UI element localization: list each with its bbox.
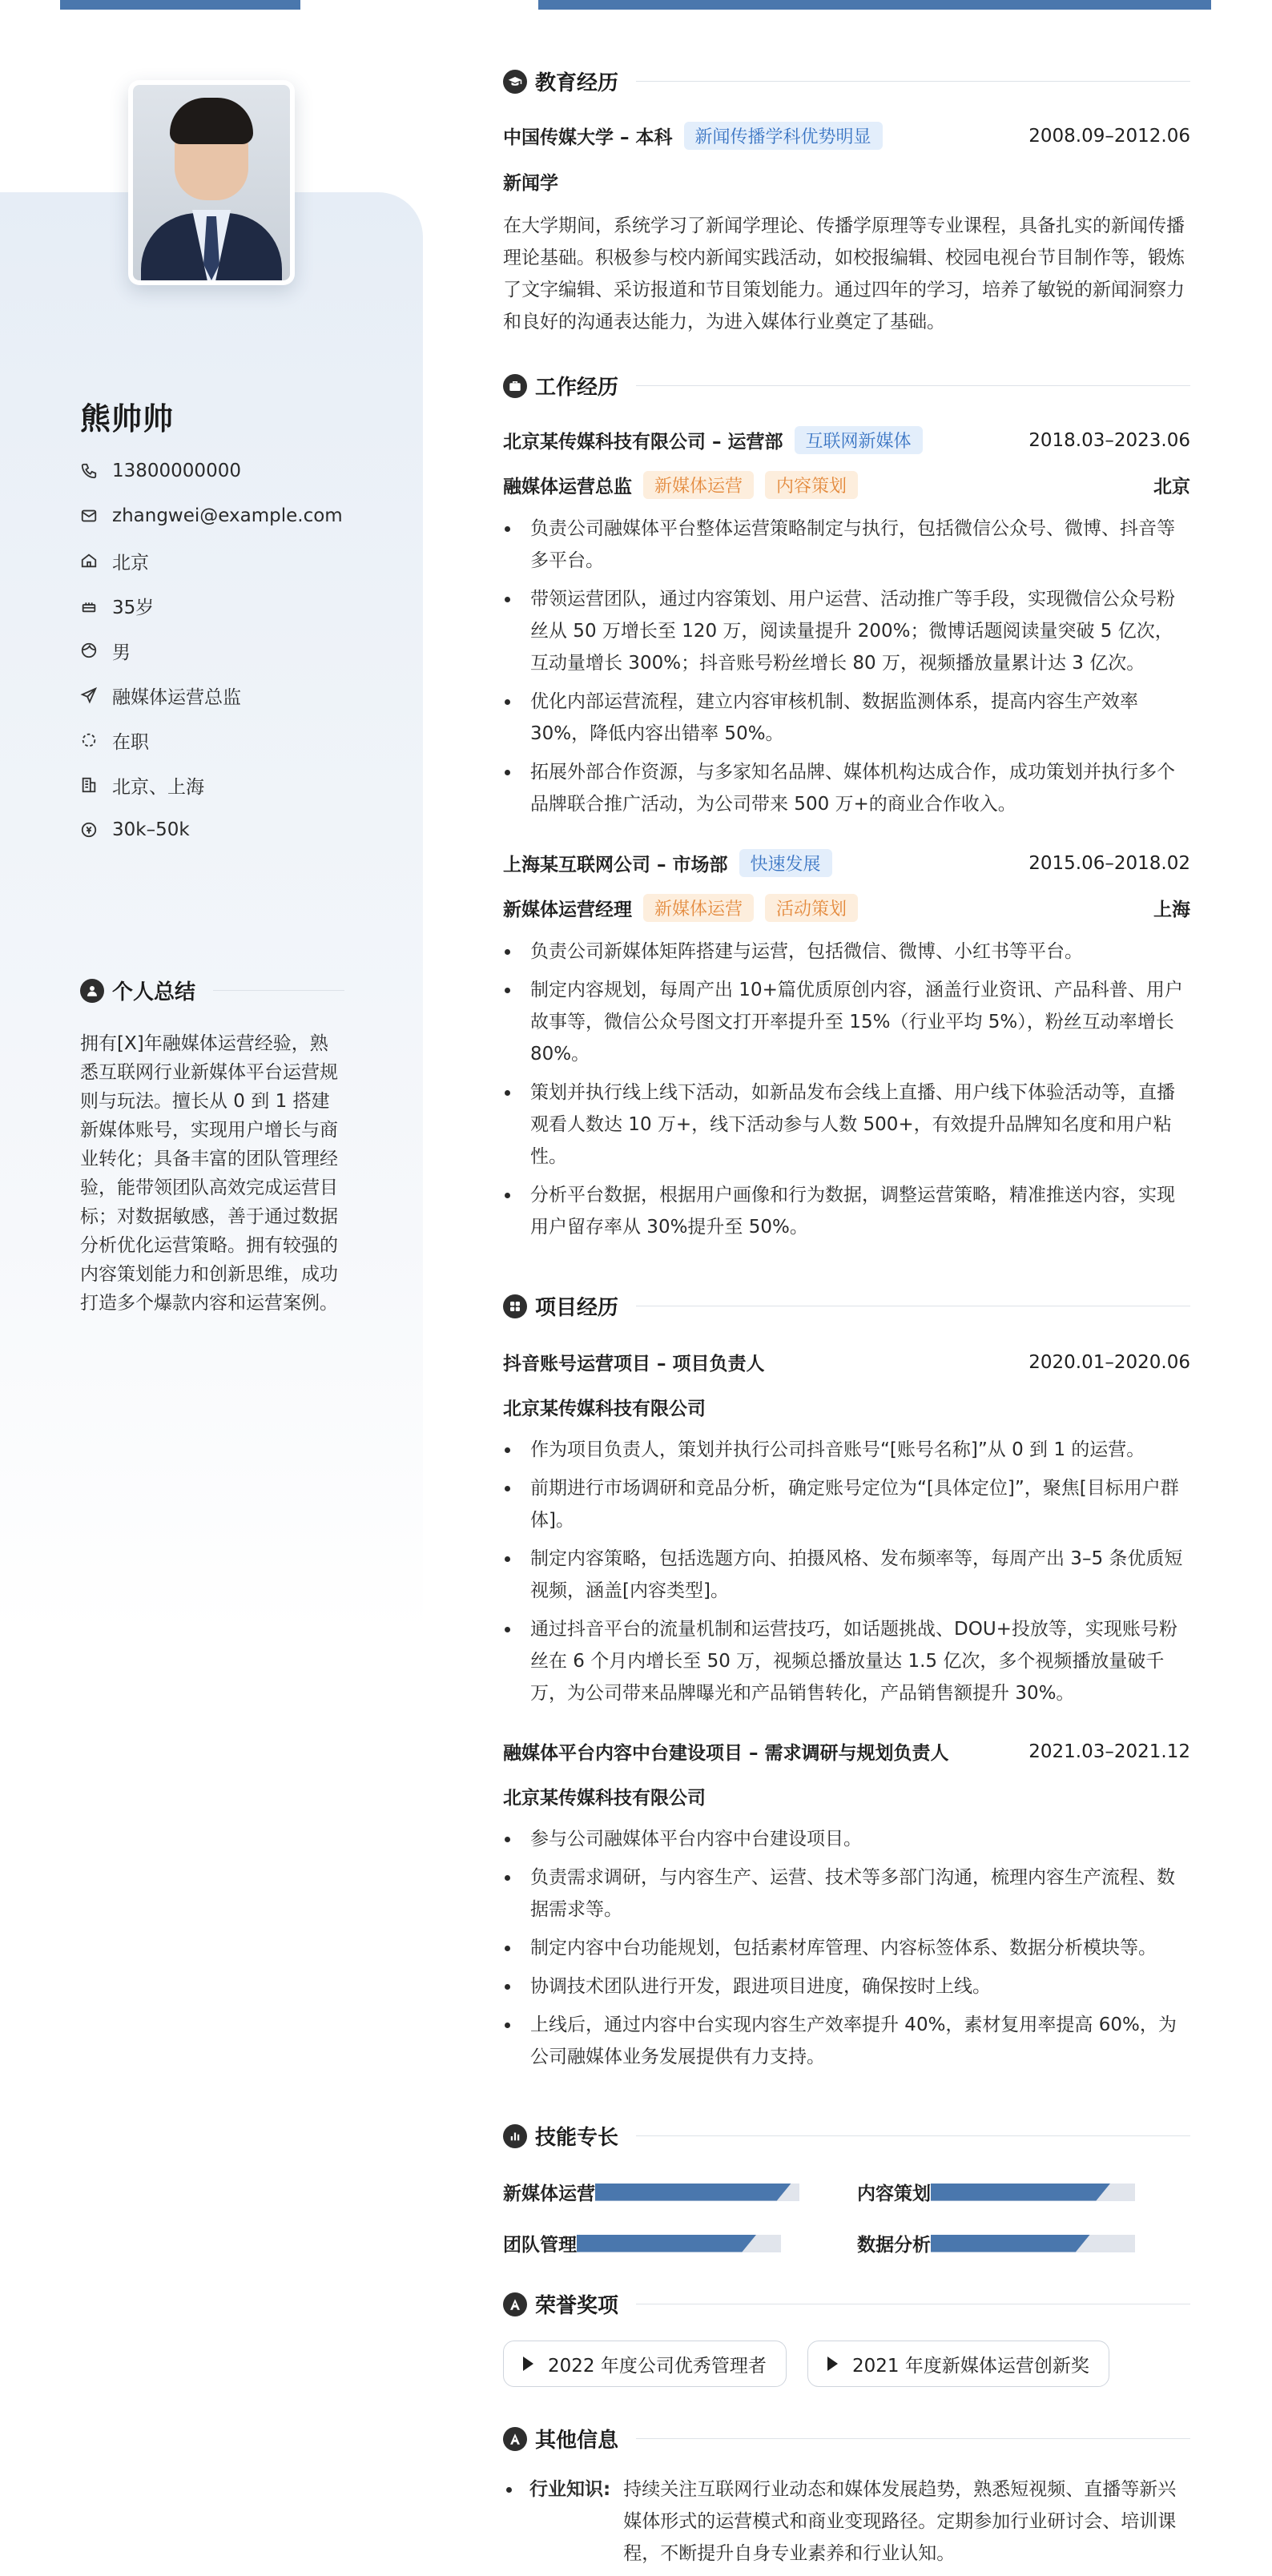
info-city-text: 北京 [112, 552, 149, 574]
job-1-period: 2018.03–2023.06 [1028, 429, 1190, 451]
job-2-skill-2: 活动策划 [765, 894, 858, 922]
info-age [80, 583, 384, 628]
education-desc: 在大学期间，系统学习了新闻学理论、传播学原理等专业课程，具备扎实的新闻传播理论基础。积极参与校内新闻实践活动，如校报编辑、校园电视台节目制作等，锻炼了文字编辑、采访报道和节目策划能力。通过四年的学习，培养了敏锐的新闻洞察力和良好的沟通表达能力，为进入媒体行业奠定了基础。 [503, 215, 1185, 332]
award-1-text: 2022 年度公司优秀管理者 [548, 2355, 767, 2377]
awards-section-header [503, 2289, 1190, 2319]
top-accent-bar-right [538, 0, 1211, 10]
loading-icon [80, 731, 98, 749]
list-item: 协调技术团队进行开发，跟进项目进度，确保按时上线。 [503, 1970, 1190, 2002]
list-item: 带领运营团队，通过内容策划、用户运营、活动推广等手段，实现微信公众号粉丝从 50 万增长至 120 万，阅读量提升 200%；微博话题阅读量突破 5 亿次，互动量增长 300%；抖音账号粉丝增长 80 万，视频播放量累计达 3 亿次。 [503, 583, 1190, 679]
grid-icon [503, 1294, 527, 1318]
projects-section-header [503, 1291, 1190, 1321]
project-2-period: 2021.03–2021.12 [1028, 1741, 1190, 1762]
skills-section-header [503, 2121, 1190, 2151]
skill-4-fill [931, 2235, 1090, 2252]
user-icon [80, 979, 104, 1003]
list-item: 负责需求调研，与内容生产、运营、技术等多部门沟通，梳理内容生产流程、数据需求等。 [503, 1862, 1190, 1926]
skill-1-name: 新媒体运营 [503, 2184, 595, 2204]
skill-2-bar [931, 2184, 1135, 2201]
project-2-bullets [503, 1823, 1190, 2079]
project-1-name: 抖音账号运营项目 – 项目负责人 [503, 1354, 765, 1375]
list-item: 制定内容策略，包括选题方向、拍摄风格、发布频率等，每周产出 3–5 条优质短视频，涵盖[内容类型]。 [503, 1543, 1190, 1607]
info-age-text: 35岁 [112, 597, 155, 618]
list-item: 制定内容中台功能规划，包括素材库管理、内容标签体系、数据分析模块等。 [503, 1932, 1190, 1964]
info-email [80, 493, 384, 538]
list-item: 策划并执行线上线下活动，如新品发布会线上直播、用户线下体验活动等，直播观看人数达 10 万+，线下活动参与人数 500+，有效提升品牌知名度和用户粘性。 [503, 1077, 1190, 1173]
list-item: 优化内部运营流程，建立内容审核机制、数据监测体系，提高内容生产效率 30%，降低内容出错率 50%。 [503, 686, 1190, 750]
job-1-tag: 互联网新媒体 [795, 426, 923, 454]
job-1-role: 融媒体运营总监 [503, 477, 632, 497]
skill-2-fill [931, 2184, 1110, 2201]
list-item: 分析平台数据，根据用户画像和行为数据，调整运营策略，精准推送内容，实现用户留存率从 30%提升至 50%。 [503, 1179, 1190, 1243]
home-icon [80, 552, 98, 570]
candidate-name: 熊帅帅 [80, 401, 175, 437]
skill-4-name: 数据分析 [857, 2235, 931, 2256]
project-1-header [503, 1349, 1190, 1375]
other-section-header [503, 2424, 1190, 2453]
info-badge-icon [503, 2427, 527, 2451]
job-1-header [503, 426, 1190, 454]
person-face-icon [80, 642, 98, 659]
skill-item-2 [857, 2179, 1135, 2205]
list-item: 负责公司融媒体平台整体运营策略制定与执行，包括微信公众号、微博、抖音等多平台。 [503, 513, 1190, 577]
project-2-name: 融媒体平台内容中台建设项目 – 需求调研与规划负责人 [503, 1743, 949, 1764]
other-title: 其他信息 [535, 2429, 619, 2453]
list-item: 制定内容规划，每周产出 10+篇优质原创内容，涵盖行业资讯、产品科普、用户故事等，微信公众号图文打开率提升至 15%（行业平均 5%），粉丝互动率增长 80%。 [503, 974, 1190, 1070]
job-1-skill-1: 新媒体运营 [643, 471, 754, 499]
job-2-bullets [503, 936, 1190, 1250]
work-section-header [503, 371, 1190, 400]
coin-icon [80, 821, 98, 839]
info-phone-text: 13800000000 [112, 461, 241, 481]
award-icon [503, 2292, 527, 2316]
info-position [80, 673, 384, 718]
awards-title: 荣誉奖项 [535, 2294, 619, 2318]
skill-3-fill [577, 2235, 756, 2252]
phone-icon [80, 462, 98, 480]
info-gender-text: 男 [112, 642, 131, 663]
project-1-company: 北京某传媒科技有限公司 [503, 1399, 706, 1419]
play-icon [827, 2357, 838, 2371]
summary-text: 拥有[X]年融媒体运营经验，熟悉互联网行业新媒体平台运营规则与玩法。擅长从 0 到 1 搭建新媒体账号，实现用户增长与商业转化；具备丰富的团队管理经验，能带领团队高效完成运营目标；对数据敏感，善于通过数据分析优化运营策略。拥有较强的内容策划能力和创新思维，成功打造多个爆款内容和运营案例。 [80, 1033, 338, 1314]
list-item: 前期进行市场调研和竞品分析，确定账号定位为“[具体定位]”，聚焦[目标用户群体]。 [503, 1472, 1190, 1536]
info-phone [80, 449, 384, 493]
info-city [80, 538, 384, 583]
job-2-period: 2015.06–2018.02 [1028, 852, 1190, 874]
info-salary-text: 30k–50k [112, 819, 190, 840]
list-item: 参与公司融媒体平台内容中台建设项目。 [503, 1823, 1190, 1855]
skill-3-name: 团队管理 [503, 2235, 577, 2256]
briefcase-icon [503, 374, 527, 398]
education-major: 新闻学 [503, 173, 558, 194]
building-icon [80, 776, 98, 794]
job-2-city: 上海 [1153, 900, 1190, 920]
education-period: 2008.09–2012.06 [1028, 125, 1190, 147]
job-2-company: 上海某互联网公司 – 市场部 [503, 855, 728, 875]
list-item: 负责公司新媒体矩阵搭建与运营，包括微信、微博、小红书等平台。 [503, 936, 1190, 968]
info-target-city [80, 763, 384, 807]
job-2-skill-1: 新媒体运营 [643, 894, 754, 922]
job-2-role-row [503, 894, 1190, 922]
other-item [503, 2473, 1190, 2570]
job-1-company: 北京某传媒科技有限公司 – 运营部 [503, 432, 783, 453]
job-2-role: 新媒体运营经理 [503, 900, 632, 920]
send-icon [80, 686, 98, 704]
list-item: 上线后，通过内容中台实现内容生产效率提升 40%，素材复用率提高 60%，为公司融媒体业务发展提供有力支持。 [503, 2009, 1190, 2073]
skill-item-1 [503, 2179, 799, 2205]
other-label: 行业知识: [529, 2479, 611, 2500]
summary-section-header [80, 976, 344, 1005]
summary-title: 个人总结 [112, 980, 196, 1004]
info-position-text: 融媒体运营总监 [112, 686, 241, 708]
other-text: 持续关注互联网行业动态和媒体发展趋势，熟悉短视频、直播等新兴媒体形式的运营模式和商业变现路径。定期参加行业研讨会、培训课程，不断提升自身专业素养和行业认知。 [623, 2479, 1177, 2564]
info-email-text: zhangwei@example.com [112, 505, 343, 526]
avatar [128, 80, 295, 285]
award-2-text: 2021 年度新媒体运营创新奖 [852, 2355, 1089, 2377]
education-section-header [503, 66, 1190, 96]
skill-item-4 [857, 2230, 1135, 2256]
bar-chart-icon [503, 2124, 527, 2148]
skill-3-bar [577, 2235, 781, 2252]
info-status-text: 在职 [112, 731, 149, 753]
contact-info [80, 449, 384, 852]
info-salary [80, 807, 384, 852]
projects-title: 项目经历 [535, 1296, 619, 1320]
info-target-city-text: 北京、上海 [112, 776, 204, 798]
skill-1-bar [595, 2184, 799, 2201]
list-item: 通过抖音平台的流量机制和运营技巧，如话题挑战、DOU+投放等，实现账号粉丝在 6 个月内增长至 50 万，视频总播放量达 1.5 亿次，多个视频播放量破千万，为公司带来品牌曝光和产品销售转化，产品销售额提升 30%。 [503, 1613, 1190, 1709]
job-1-role-row [503, 471, 1190, 499]
skill-2-name: 内容策划 [857, 2184, 931, 2204]
education-tag: 新闻传播学科优势明显 [684, 122, 883, 150]
play-icon [523, 2357, 533, 2371]
avatar-photo [133, 85, 290, 280]
work-title: 工作经历 [535, 376, 619, 400]
mail-icon [80, 507, 98, 525]
education-school: 中国传媒大学 – 本科 [503, 127, 673, 148]
skill-4-bar [931, 2235, 1135, 2252]
skill-item-3 [503, 2230, 781, 2256]
job-1-city: 北京 [1153, 477, 1190, 497]
project-2-company: 北京某传媒科技有限公司 [503, 1788, 706, 1809]
project-2-header [503, 1738, 1190, 1765]
list-item: 作为项目负责人，策划并执行公司抖音账号“[账号名称]”从 0 到 1 的运营。 [503, 1434, 1190, 1466]
job-1-skill-2: 内容策划 [765, 471, 858, 499]
list-item: 拓展外部合作资源，与多家知名品牌、媒体机构达成合作，成功策划并执行多个品牌联合推广活动，为公司带来 500 万+的商业合作收入。 [503, 756, 1190, 820]
info-status [80, 718, 384, 763]
cake-icon [80, 597, 98, 614]
education-header-row [503, 122, 1190, 150]
info-gender [80, 628, 384, 673]
award-item-1 [503, 2341, 787, 2387]
job-2-tag: 快速发展 [739, 849, 832, 877]
education-title: 教育经历 [535, 71, 619, 95]
project-1-bullets [503, 1434, 1190, 1716]
top-accent-bar-left [60, 0, 300, 10]
skills-title: 技能专长 [535, 2126, 619, 2150]
job-2-header [503, 849, 1190, 877]
project-1-period: 2020.01–2020.06 [1028, 1351, 1190, 1373]
job-1-bullets [503, 513, 1190, 827]
skill-1-fill [595, 2184, 791, 2201]
award-item-2 [807, 2341, 1109, 2387]
graduation-cap-icon [503, 70, 527, 94]
